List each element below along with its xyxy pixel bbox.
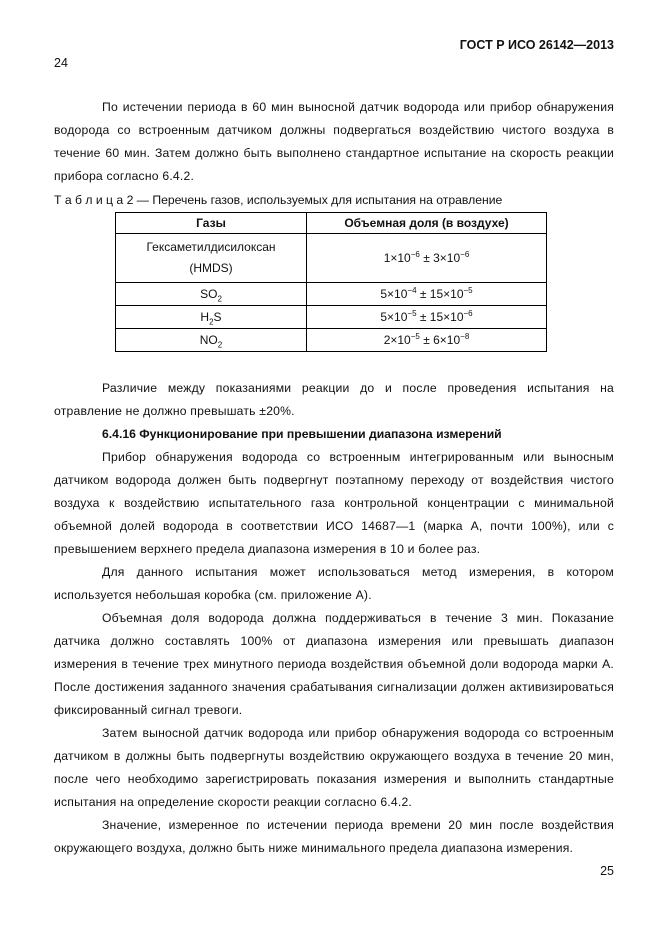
paragraph-5-text: Объемная доля водорода должна поддерживаться в течение 3 мин. Показание датчика должно составлять 100% от диапазона измерения или превышать диапазон измерения в течение трех минутного периода воздействия объемной доли водорода марки А. После достижения заданного значения срабатывания сигнализации должен активизироваться фиксированный сигнал тревоги. <box>54 611 614 717</box>
fraction-cell <box>307 306 547 329</box>
gas-name: H <box>200 310 210 324</box>
gas-name: Гексаметилдисилоксан <box>146 240 276 254</box>
page-number-left: 24 <box>54 56 68 70</box>
tolerance-exp: −8 <box>460 332 470 341</box>
fraction-cell <box>307 234 547 283</box>
section-heading: 6.4.16 Функционирование при превышении диапазона измерений <box>102 427 502 441</box>
gas-table <box>115 212 547 352</box>
gas-name: SO <box>200 287 218 301</box>
gas-subscript: 2 <box>217 294 222 304</box>
paragraph-1-text: По истечении периода в 60 мин выносной датчик водорода или прибор обнаружения водорода со встроенным датчиком должны подвергаться воздействию чистого воздуха в течение 60 мин. Затем должно быть выполнено стандартное испытание на скорость реакции прибора согласно 6.4.2. <box>54 100 614 183</box>
fraction-exp: −6 <box>410 250 420 259</box>
table-caption: Т а б л и ц а 2 — Перечень газов, используемых для испытания на отравление <box>54 193 503 207</box>
paragraph-2-text: Различие между показаниями реакции до и после проведения испытания на отравление не должно превышать ±20%. <box>54 381 614 418</box>
paragraph-6-text: Затем выносной датчик водорода или прибор обнаружения водорода со встроенным датчиком в должны быть подвергнуты воздействию окружающего воздуха в течение 20 мин, после чего необходимо зарегистрировать показания измерения и выполнить стандартные испытания на определение скорости реакции согласно 6.4.2. <box>54 726 614 809</box>
paragraph-4-text: Для данного испытания может использоваться метод измерения, в котором используется небольшая коробка (см. приложение А). <box>54 565 614 602</box>
table-row <box>116 306 547 329</box>
gas-name: NO <box>199 333 218 347</box>
gas-subscript: 2 <box>217 340 223 350</box>
fraction-cell <box>307 283 547 306</box>
document-header: ГОСТ Р ИСО 26142—2013 <box>459 38 614 52</box>
body-text <box>54 446 614 860</box>
fraction-exp: −4 <box>407 286 417 295</box>
fraction-base: 5×10 <box>380 287 408 301</box>
fraction-cell <box>307 329 547 352</box>
header-gases: Газы <box>116 213 307 234</box>
paragraph-3-text: Прибор обнаружения водорода со встроенным интегрированным или выносным датчиком водорода должен быть подвергнут поэтапному переходу от воздействия чистого воздуха к воздействию испытательного газа контрольной концентрации с минимальной объемной долей водорода в соответствии ИСО 14687—1 (марка А, почти 100%), или с превышением верхнего предела диапазона измерения в 10 и более раз. <box>54 450 614 556</box>
gas-cell <box>116 234 307 283</box>
page-number-right: 25 <box>600 864 614 878</box>
gas-name-tail: S <box>213 310 222 324</box>
fraction-tolerance: ± 6×10 <box>419 333 461 347</box>
gas-cell <box>116 306 307 329</box>
fraction-exp: −5 <box>407 309 417 318</box>
fraction-exp: −5 <box>410 332 420 341</box>
fraction-tolerance: ± 3×10 <box>419 251 461 265</box>
tolerance-exp: −6 <box>460 250 470 259</box>
gas-cell <box>116 283 307 306</box>
fraction-tolerance: ± 15×10 <box>416 310 464 324</box>
fraction-tolerance: ± 15×10 <box>416 287 464 301</box>
paragraph-7-text: Значение, измеренное по истечении периода времени 20 мин после воздействия окружающего воздуха, должно быть ниже минимального предела диапазона измерения. <box>54 818 614 855</box>
tolerance-exp: −6 <box>463 309 473 318</box>
gas-abbrev: (HMDS) <box>189 261 233 275</box>
table-row <box>116 329 547 352</box>
gas-subscript: 2 <box>209 317 214 327</box>
fraction-base: 2×10 <box>383 333 411 347</box>
header-volume-fraction: Объемная доля (в воздухе) <box>307 213 547 234</box>
paragraph-1 <box>54 96 614 188</box>
table-row <box>116 234 547 283</box>
paragraph-2 <box>54 377 614 423</box>
tolerance-exp: −5 <box>463 286 473 295</box>
table-header-row <box>116 213 547 234</box>
gas-cell <box>116 329 307 352</box>
table-row <box>116 283 547 306</box>
fraction-base: 5×10 <box>380 310 408 324</box>
fraction-base: 1×10 <box>383 251 411 265</box>
